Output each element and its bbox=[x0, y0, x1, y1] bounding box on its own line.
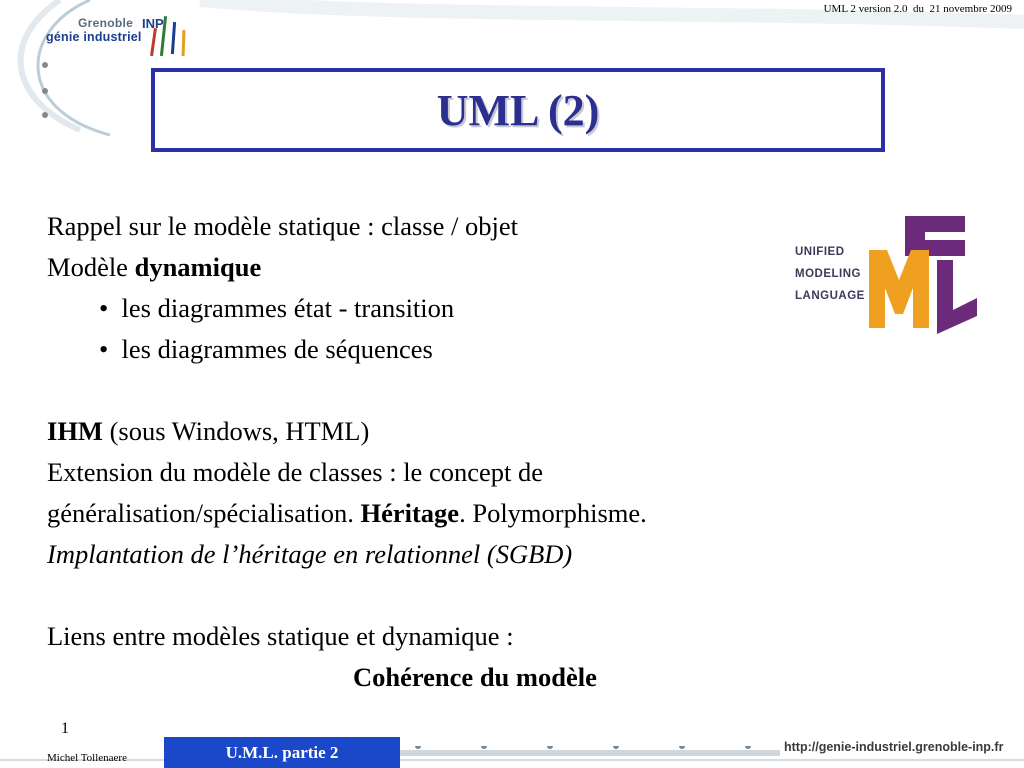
footer-tab bbox=[164, 737, 400, 768]
ihm-bold: IHM bbox=[47, 416, 103, 446]
author-name: Michel Tollenaere bbox=[47, 752, 127, 764]
bullet-dot-1 bbox=[42, 62, 48, 68]
uml-logo-line-1: UNIFIED bbox=[795, 246, 845, 258]
body-line-modele-dynamique bbox=[47, 247, 947, 288]
bullet-text: les diagrammes état - transition bbox=[121, 293, 455, 323]
dynamique-bold: dynamique bbox=[134, 252, 262, 282]
grenoble-inp-logo bbox=[38, 16, 198, 72]
body-line-generalisation bbox=[47, 493, 947, 534]
footer-url: http://genie-industriel.grenoble-inp.fr bbox=[784, 740, 1004, 754]
bullet-text: les diagrammes de séquences bbox=[121, 334, 433, 364]
uml-logo-line-2: MODELING bbox=[795, 268, 861, 280]
body-line-coherence: Cohérence du modèle bbox=[353, 662, 597, 692]
body-line-extension: Extension du modèle de classes : le concept de bbox=[47, 457, 543, 487]
bullet-item: • les diagrammes état - transition bbox=[99, 293, 455, 323]
page-number: 1 bbox=[61, 720, 69, 737]
uml-logo-line-3: LANGUAGE bbox=[795, 290, 865, 302]
body-line-implantation: Implantation de l’héritage en relationnel (SGBD) bbox=[47, 539, 573, 569]
ihm-rest: (sous Windows, HTML) bbox=[102, 416, 370, 446]
version-text: UML 2 version 2.0 du 21 novembre 2009 bbox=[823, 3, 1012, 15]
body-line-ihm bbox=[47, 411, 947, 452]
logo-stripes-icon bbox=[148, 8, 198, 68]
body-line-rappel: Rappel sur le modèle statique : classe / objet bbox=[47, 211, 518, 241]
footer-tab-label: U.M.L. partie 2 bbox=[225, 742, 339, 762]
logo-inp-text: INP bbox=[142, 16, 164, 31]
bullet-item: • les diagrammes de séquences bbox=[99, 334, 433, 364]
body-line-liens: Liens entre modèles statique et dynamique : bbox=[47, 621, 514, 651]
heritage-bold: Héritage bbox=[360, 498, 460, 528]
generalisation-prefix: généralisation/spécialisation. bbox=[47, 498, 361, 528]
modele-prefix: Modèle bbox=[47, 252, 135, 282]
bullet-dot-3 bbox=[42, 112, 48, 118]
title-box bbox=[151, 68, 885, 152]
slide-title: UML (2) bbox=[436, 85, 600, 135]
logo-grenoble-text: Grenoble bbox=[78, 16, 134, 30]
polymorphisme-text: . Polymorphisme. bbox=[459, 498, 647, 528]
slide-body bbox=[47, 206, 947, 698]
bullet-dot-2 bbox=[42, 88, 48, 94]
logo-genie-industriel-text: génie industriel bbox=[46, 30, 142, 44]
